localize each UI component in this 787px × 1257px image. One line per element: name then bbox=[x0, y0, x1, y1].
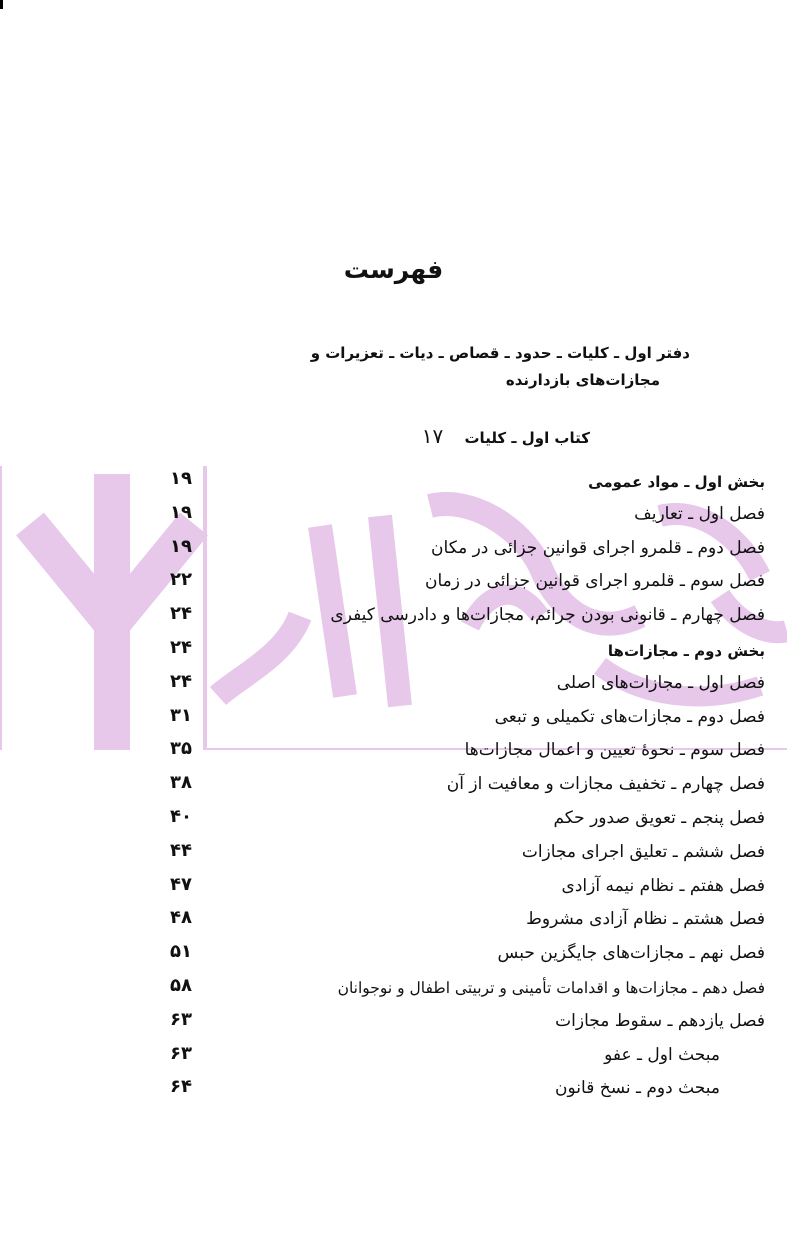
toc-entry-page: ۲۴ bbox=[170, 670, 192, 692]
toc-entry-page: ۱۹ bbox=[170, 501, 192, 523]
toc-row[interactable] bbox=[170, 772, 765, 806]
toc-row[interactable] bbox=[170, 671, 765, 705]
toc-entry-title: فصل نهم ـ مجازات‌های جایگزین حبس bbox=[497, 943, 765, 964]
toc-row[interactable] bbox=[170, 502, 765, 536]
toc-row[interactable] bbox=[170, 1076, 765, 1110]
toc-entry-page: ۵۸ bbox=[170, 974, 192, 996]
toc-entry-title: فصل پنجم ـ تعویق صدور حکم bbox=[553, 807, 765, 828]
toc-row[interactable] bbox=[170, 907, 765, 941]
toc-entry-page: ۲۴ bbox=[170, 636, 192, 658]
book-heading bbox=[300, 424, 590, 448]
toc-entry-title: مبحث اول ـ عفو bbox=[604, 1044, 720, 1065]
toc-row[interactable] bbox=[170, 806, 765, 840]
toc-entry-page: ۶۳ bbox=[170, 1042, 192, 1064]
toc-entry-title: فصل هفتم ـ نظام نیمه آزادی bbox=[561, 875, 765, 896]
page-title: فهرست bbox=[343, 255, 444, 284]
toc-entry-title: فصل سوم ـ قلمرو اجرای قوانین جزائی در زمان bbox=[424, 571, 765, 592]
toc-row[interactable] bbox=[170, 569, 765, 603]
toc-entry-page: ۶۴ bbox=[170, 1076, 192, 1098]
toc-row[interactable] bbox=[170, 975, 765, 1009]
volume-heading bbox=[200, 340, 690, 394]
toc-entry-title: فصل یازدهم ـ سقوط مجازات bbox=[555, 1010, 765, 1031]
book-heading-label: کتاب اول ـ کلیات bbox=[464, 429, 590, 447]
toc-entry-title: فصل دوم ـ مجازات‌های تکمیلی و تبعی bbox=[494, 706, 765, 727]
toc-row[interactable] bbox=[170, 1009, 765, 1043]
volume-heading-line1: دفتر اول ـ کلیات ـ حدود ـ قصاص ـ دیات ـ تعزیرات و bbox=[310, 344, 690, 362]
toc-entry-page: ۵۱ bbox=[170, 941, 192, 963]
toc-row[interactable] bbox=[170, 941, 765, 975]
toc-entry-title: فصل اول ـ تعاریف bbox=[634, 503, 765, 524]
toc-entry-page: ۴۴ bbox=[170, 839, 192, 861]
toc-entry-page: ۳۱ bbox=[170, 704, 192, 726]
toc-row[interactable] bbox=[170, 840, 765, 874]
toc-entry-title: فصل چهارم ـ تخفیف مجازات و معافیت از آن bbox=[446, 774, 765, 795]
toc-entry-title: فصل سوم ـ نحوهٔ تعیین و اعمال مجازات‌ها bbox=[464, 740, 765, 761]
toc-row[interactable] bbox=[170, 1043, 765, 1077]
toc-entry-title: فصل چهارم ـ قانونی بودن جرائم، مجازات‌ها و دادرسی کیفری bbox=[330, 605, 765, 626]
toc-entry-title: بخش دوم ـ مجازات‌ها bbox=[607, 641, 765, 660]
toc-entry-page: ۳۵ bbox=[170, 738, 192, 760]
toc-section-row[interactable] bbox=[170, 468, 765, 502]
book-heading-page: ۱۷ bbox=[421, 424, 444, 448]
toc-row[interactable] bbox=[170, 705, 765, 739]
toc-entry-title: مبحث دوم ـ نسخ قانون bbox=[555, 1078, 720, 1099]
toc-entry-title: فصل هشتم ـ نظام آزادی مشروط bbox=[526, 909, 765, 930]
toc-entry-page: ۴۷ bbox=[170, 873, 192, 895]
toc-entry-title: فصل دوم ـ قلمرو اجرای قوانین جزائی در مکان bbox=[431, 537, 765, 558]
toc-entry-title: فصل ششم ـ تعلیق اجرای مجازات bbox=[521, 841, 765, 862]
toc-row[interactable] bbox=[170, 536, 765, 570]
toc-entry-page: ۱۹ bbox=[170, 535, 192, 557]
corner-mark bbox=[0, 0, 3, 9]
toc-entry-title: فصل اول ـ مجازات‌های اصلی bbox=[556, 672, 765, 693]
toc-entry-page: ۳۸ bbox=[170, 772, 192, 794]
toc-list bbox=[170, 468, 765, 1110]
toc-entry-page: ۴۰ bbox=[170, 805, 192, 827]
toc-entry-page: ۲۲ bbox=[170, 569, 192, 591]
toc-entry-title: بخش اول ـ مواد عمومی bbox=[588, 473, 765, 491]
toc-entry-title: فصل دهم ـ مجازات‌ها و اقدامات تأمینی و تربیتی اطفال و نوجوانان bbox=[337, 978, 765, 997]
volume-heading-line2: مجازات‌های بازدارنده bbox=[505, 371, 660, 389]
toc-entry-page: ۲۴ bbox=[170, 603, 192, 625]
toc-entry-page: ۴۸ bbox=[170, 907, 192, 929]
toc-section-row[interactable] bbox=[170, 637, 765, 671]
toc-row[interactable] bbox=[170, 874, 765, 908]
toc-row[interactable] bbox=[170, 738, 765, 772]
toc-entry-page: ۱۹ bbox=[170, 468, 192, 489]
toc-row[interactable] bbox=[170, 603, 765, 637]
toc-entry-page: ۶۳ bbox=[170, 1008, 192, 1030]
